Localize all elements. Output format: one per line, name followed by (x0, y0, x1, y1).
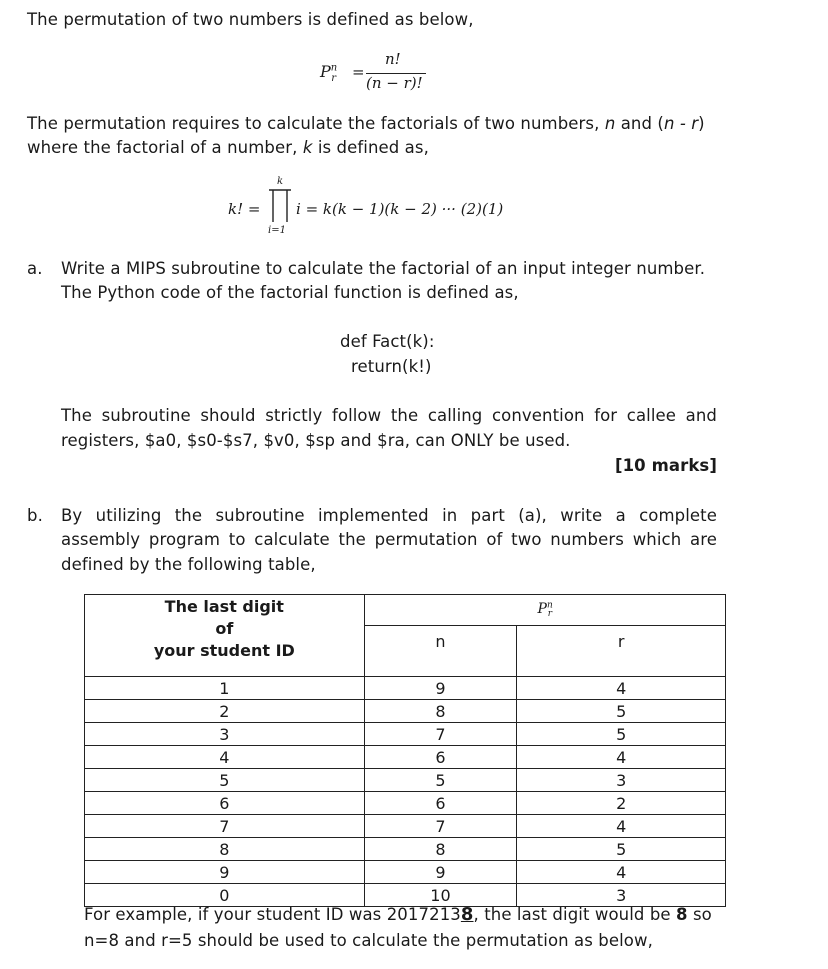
cell-r: 4 (517, 677, 726, 700)
table-row (85, 769, 726, 792)
cell-digit: 5 (85, 769, 365, 792)
cell-n: 10 (364, 884, 517, 907)
cell-digit: 2 (85, 700, 365, 723)
header-line-1: The last digit (164, 597, 284, 616)
example-bold-digit: 8 (676, 905, 688, 924)
cell-r: 2 (517, 792, 726, 815)
part-b-line-2: assembly program to calculate the permutation of two numbers which are (61, 530, 717, 549)
header-r: r (517, 626, 726, 677)
cell-r: 4 (517, 746, 726, 769)
formula-sub-r: r (331, 73, 336, 85)
intro-var-n: n (604, 114, 616, 133)
formula-p: P (320, 62, 331, 81)
factorial-formula (228, 176, 528, 240)
code-line-1: def Fact(k): (340, 332, 435, 351)
cell-n: 7 (364, 815, 517, 838)
cell-r: 5 (517, 723, 726, 746)
cell-r: 5 (517, 700, 726, 723)
factorial-lhs: k! = (228, 200, 261, 218)
cell-digit: 3 (85, 723, 365, 746)
example-text-2: , the last digit would be (473, 905, 676, 924)
part-a-line-4: registers, $a0, $s0-$s7, $v0, $sp and $ra, can ONLY be used. (61, 431, 571, 450)
intro-line-3 (27, 136, 429, 160)
intro-close-paren: ) (698, 114, 705, 133)
header-sup-n: n (546, 600, 553, 610)
cell-n: 7 (364, 723, 517, 746)
cell-digit: 9 (85, 861, 365, 884)
header-line-2: of (215, 619, 234, 638)
part-a-line-2: The Python code of the factorial function is defined as, (61, 283, 519, 302)
formula-sup-n: n (330, 62, 338, 74)
table-row (85, 792, 726, 815)
intro-line-2 (27, 112, 705, 136)
cell-n: 8 (364, 838, 517, 861)
part-a-label: a. (27, 259, 43, 278)
cell-n: 5 (364, 769, 517, 792)
product-symbol-icon (268, 188, 292, 224)
example-line-2: n=8 and r=5 should be used to calculate the permutation as below, (84, 931, 653, 950)
cell-n: 6 (364, 792, 517, 815)
intro-line-3-text: where the factorial of a number, (27, 138, 303, 157)
product-lower-limit: i=1 (268, 225, 286, 236)
table-row (85, 677, 726, 700)
cell-digit: 1 (85, 677, 365, 700)
part-a-line-1: Write a MIPS subroutine to calculate the factorial of an input integer number. (61, 259, 706, 278)
cell-r: 4 (517, 815, 726, 838)
formula-numerator: n! (385, 50, 401, 68)
header-line-3: your student ID (153, 641, 295, 660)
cell-r: 4 (517, 861, 726, 884)
factorial-rhs: i = k(k − 1)(k − 2) ··· (2)(1) (296, 200, 504, 218)
cell-r: 3 (517, 769, 726, 792)
cell-digit: 0 (85, 884, 365, 907)
table-row (85, 723, 726, 746)
permutation-table (84, 594, 726, 907)
table-row (85, 700, 726, 723)
example-underlined-digit: 8 (460, 904, 474, 925)
cell-digit: 8 (85, 838, 365, 861)
header-permutation (364, 595, 725, 626)
table-row (85, 861, 726, 884)
intro-line-3-end: is defined as, (312, 138, 429, 157)
table-row (85, 746, 726, 769)
example-line-1 (84, 903, 712, 927)
part-a-marks: [10 marks] (614, 456, 717, 475)
cell-n: 9 (364, 861, 517, 884)
cell-digit: 4 (85, 746, 365, 769)
part-b-label: b. (27, 506, 43, 525)
cell-digit: 6 (85, 792, 365, 815)
intro-and: and ( (615, 114, 664, 133)
header-student-id (85, 595, 365, 677)
cell-r: 3 (517, 884, 726, 907)
cell-n: 8 (364, 700, 517, 723)
header-sub-r: r (547, 609, 553, 620)
example-text-3: so (687, 905, 712, 924)
header-n: n (364, 626, 517, 677)
product-upper-limit: k (277, 176, 284, 187)
cell-n: 9 (364, 677, 517, 700)
part-b-line-1: By utilizing the subroutine implemented in part (a), write a complete (61, 506, 717, 525)
table-row (85, 838, 726, 861)
cell-digit: 7 (85, 815, 365, 838)
table-row (85, 815, 726, 838)
part-b-line-3: defined by the following table, (61, 555, 316, 574)
intro-var-k: k (302, 138, 313, 157)
formula-denominator: (n − r)! (366, 74, 423, 92)
intro-line-1: The permutation of two numbers is defined as below, (27, 10, 474, 29)
formula-equals: = (352, 63, 365, 81)
part-a-line-3: The subroutine should strictly follow the calling convention for callee and (61, 406, 717, 425)
permutation-formula (320, 50, 440, 96)
table-header-row (85, 595, 726, 626)
cell-n: 6 (364, 746, 517, 769)
intro-line-2-text: The permutation requires to calculate the factorials of two numbers, (27, 114, 605, 133)
header-p: P (537, 600, 547, 617)
cell-r: 5 (517, 838, 726, 861)
code-line-2: return(k!) (351, 357, 432, 376)
example-text-1: For example, if your student ID was 2017213 (84, 905, 461, 924)
intro-var-n-minus-r: n - r (663, 114, 699, 133)
